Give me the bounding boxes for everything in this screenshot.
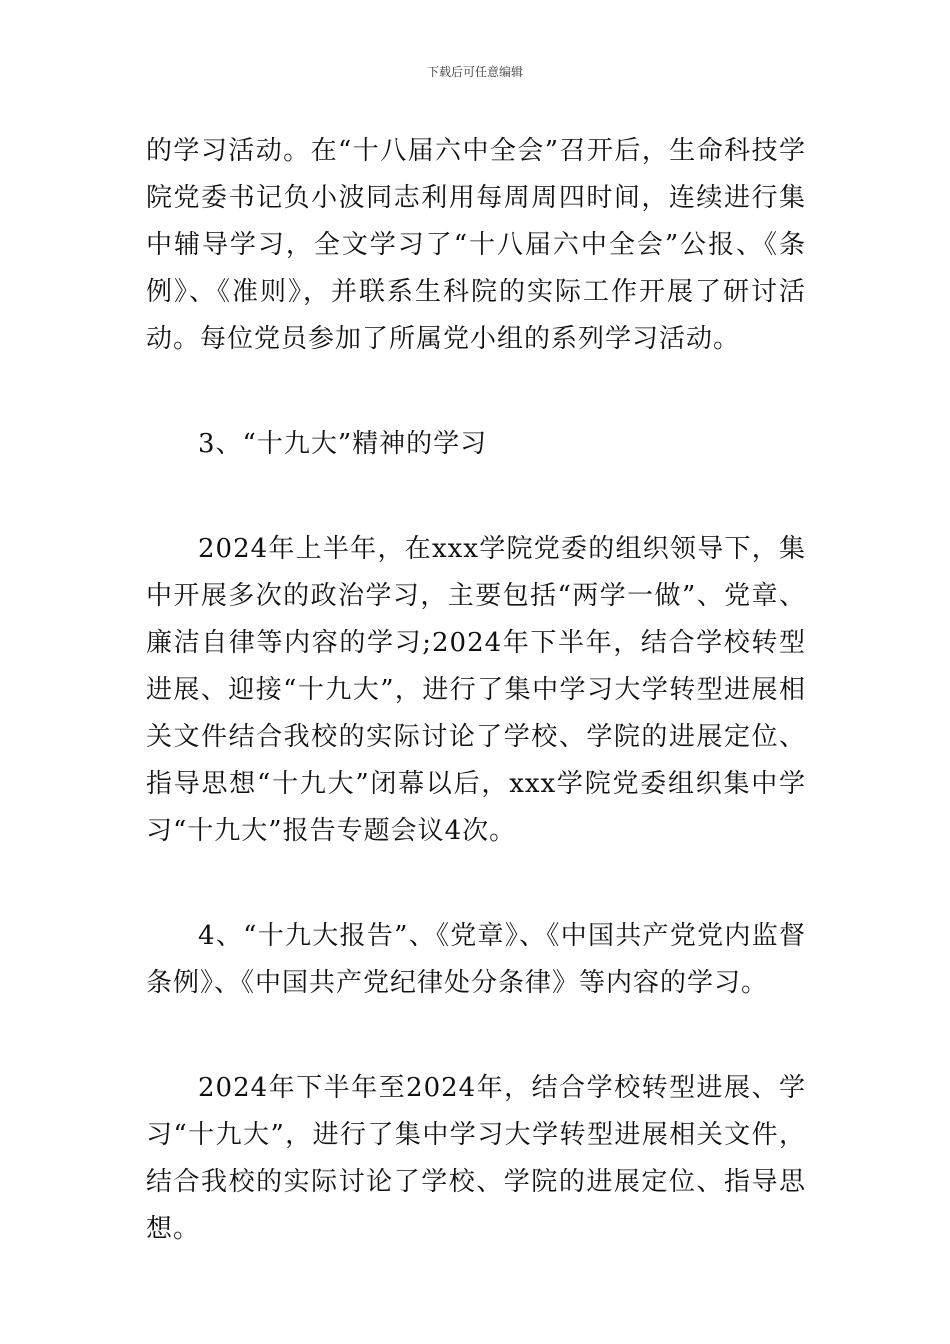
page-header: 下载后可任意编辑	[426, 65, 523, 79]
paragraph-continuation: 的学习活动。在“十八届六中全会”召开后，生命科技学院党委书记负小波同志利用每周周四时间，连续进行集中辅导学习，全文学习了“十八届六中全会”公报、《条例》、《准则》，并联系生科院的实际工作开展了研讨活动。每位党员参加了所属党小组的系列学习活动。	[146, 136, 806, 354]
document-body	[146, 128, 806, 1253]
section-heading-3: 3、“十九大”精神的学习	[198, 429, 488, 459]
paragraph-2024-second-half: 2024年下半年至2024年，结合学校转型进展、学习“十九大”，进行了集中学习大学转型进展相关文件，结合我校的实际讨论了学校、学院的进展定位、指导思想。	[146, 1073, 806, 1244]
section-heading-4: 4、“十九大报告”、《党章》、《中国共产党党内监督条例》、《中国共产党纪律处分条律》等内容的学习。	[146, 921, 806, 998]
paragraph-2024-first-half: 2024年上半年，在xxx学院党委的组织领导下，集中开展多次的政治学习，主要包括“两学一做”、党章、廉洁自律等内容的学习;2024年下半年，结合学校转型进展、迎接“十九大”，进行了集中学习大学转型进展相关文件结合我校的实际讨论了学校、学院的进展定位、指导思想“十九大”闭幕以后，xxx学院党委组织集中学习“十九大”报告专题会议4次。	[146, 534, 806, 846]
